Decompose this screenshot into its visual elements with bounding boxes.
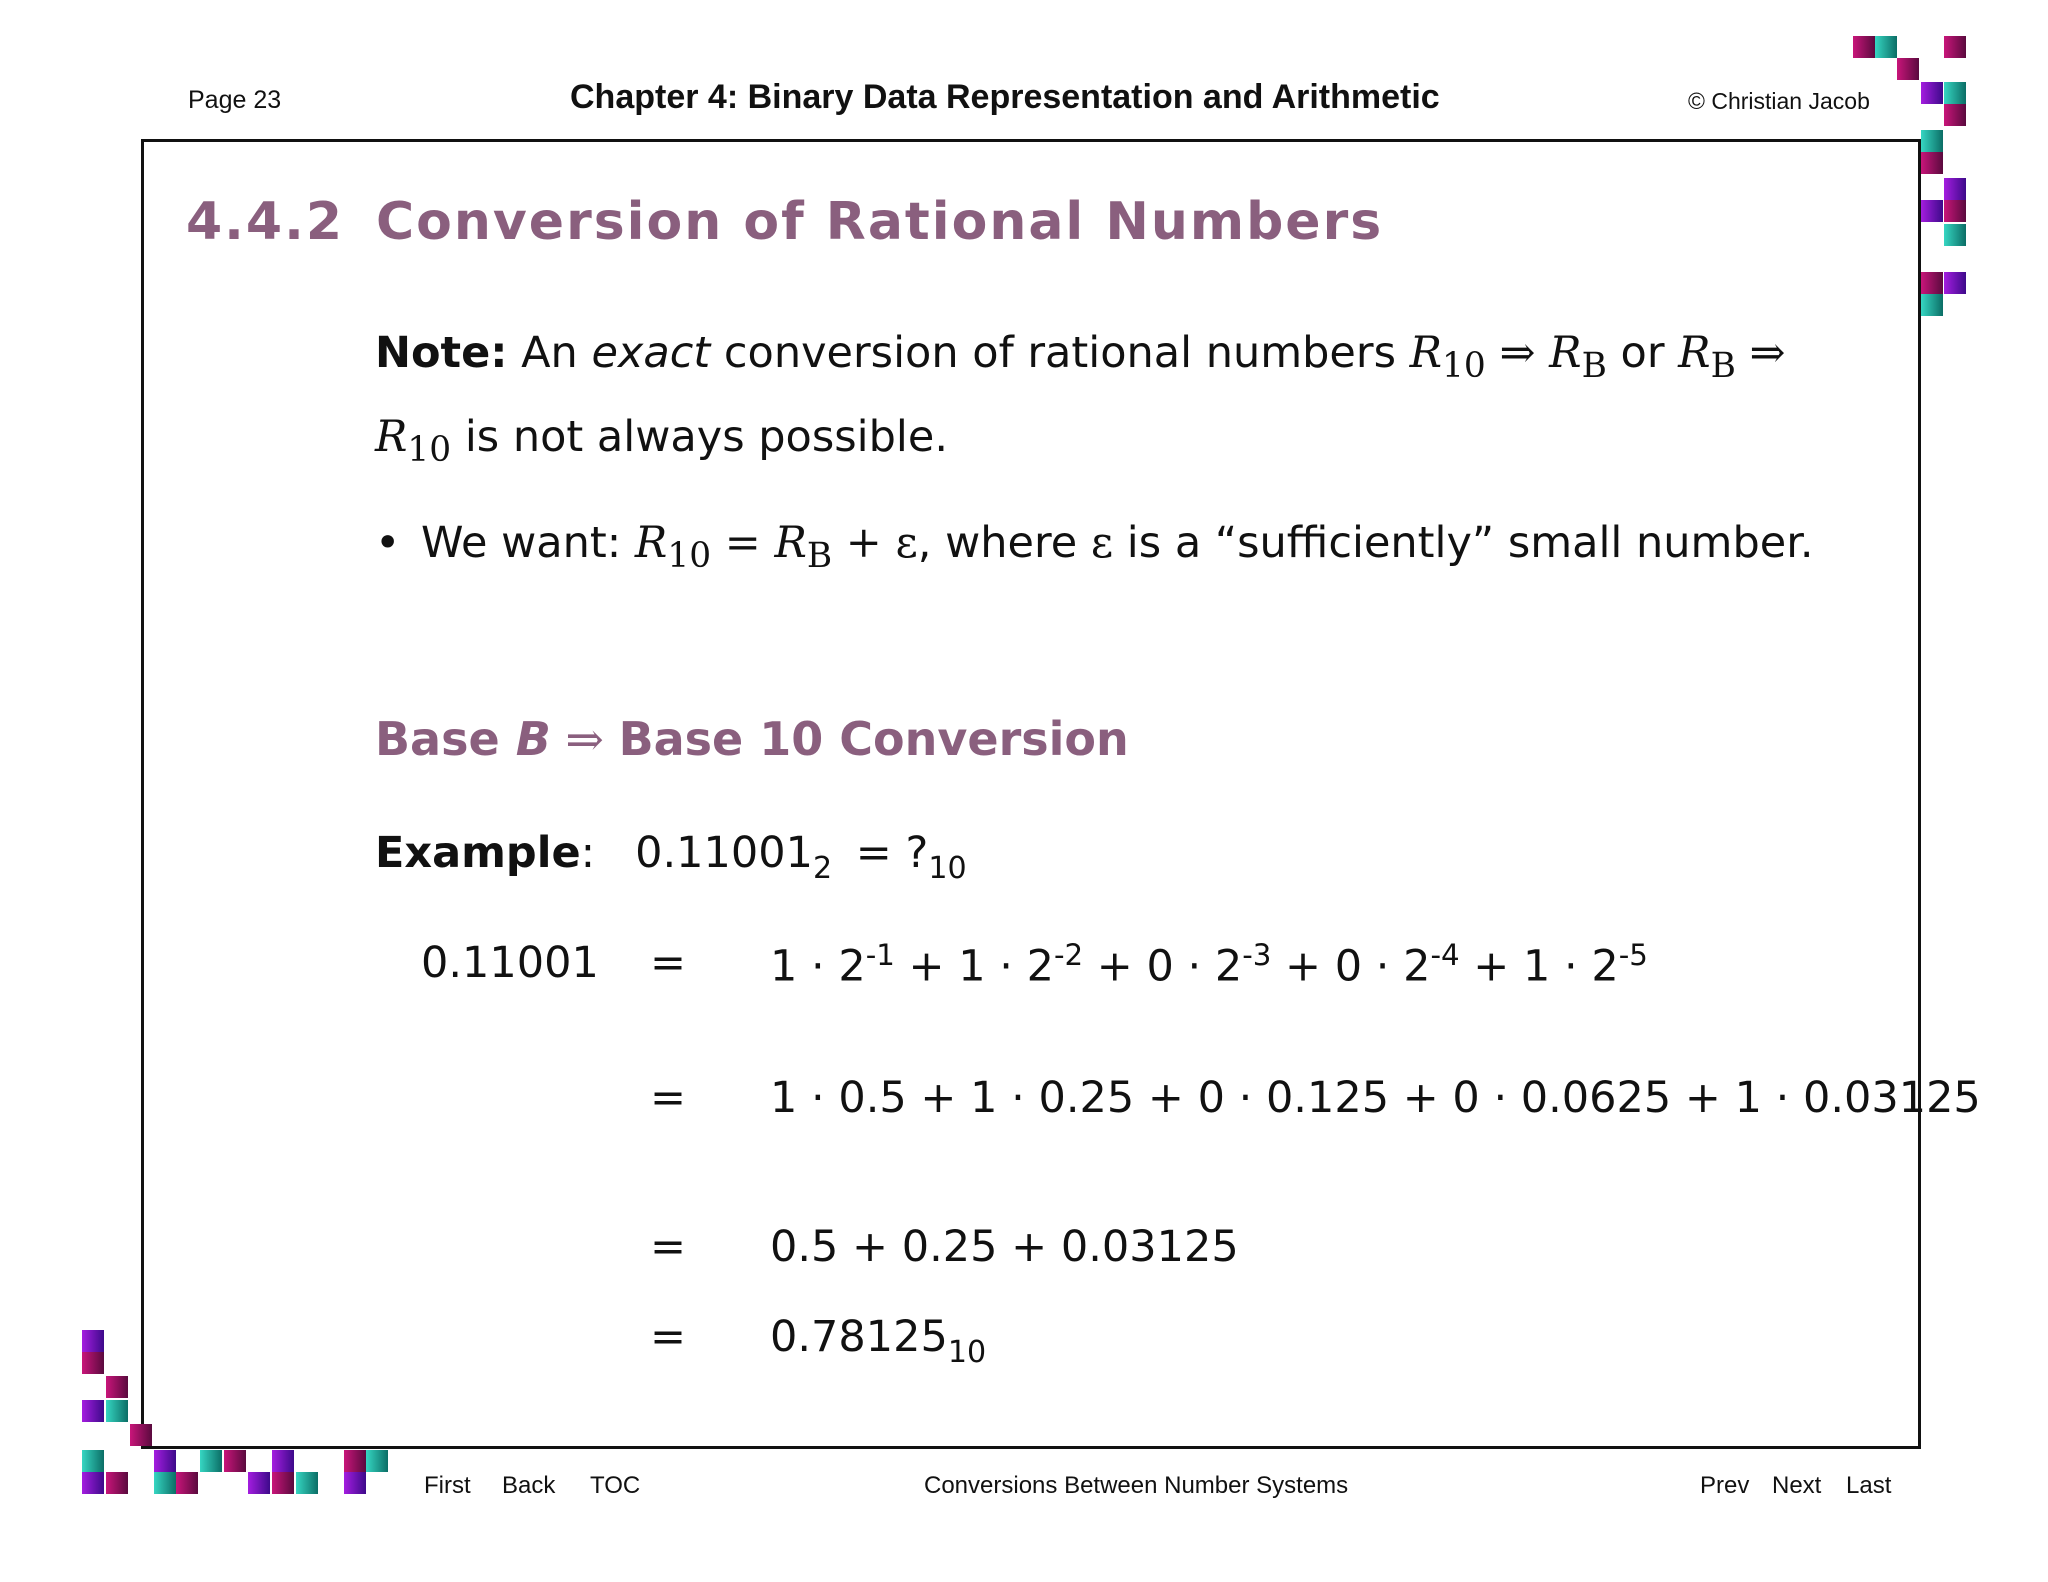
equals-symbol: =: [711, 518, 775, 568]
example-line: [375, 828, 967, 886]
derivation-left-value: 0.11001: [421, 938, 599, 988]
nav-prev-link[interactable]: Prev: [1700, 1472, 1750, 1499]
equals-sign: =: [650, 938, 687, 988]
equals-sign: =: [650, 1073, 687, 1123]
subheading: [375, 712, 1129, 766]
section-title-text: Conversion of Rational Numbers: [376, 192, 1384, 252]
nav-last-link[interactable]: Last: [1846, 1472, 1892, 1499]
bullet-text: is a “sufficiently” small number.: [1113, 518, 1814, 568]
bullet-text: , where: [917, 518, 1091, 568]
bullet-icon: •: [375, 518, 401, 568]
result-value: 0.78125: [770, 1312, 948, 1362]
example-colon: :: [580, 828, 596, 878]
math-symbol: R: [634, 518, 668, 568]
note-text: is not always possible.: [451, 412, 948, 462]
math-subscript: 10: [1442, 345, 1486, 386]
note-label: Note:: [375, 328, 508, 378]
bullet-item: [375, 518, 1814, 576]
example-number: 0.11001: [635, 828, 813, 878]
note-text: An: [507, 328, 592, 378]
subheading-text: Base 10 Conversion: [618, 712, 1129, 766]
epsilon-symbol: ε: [1090, 518, 1114, 568]
term: 1 · 2: [770, 941, 866, 992]
derivation-row-4: [770, 1312, 987, 1370]
footer-section-title: Conversions Between Number Systems: [924, 1472, 1349, 1499]
note-emphasis: exact: [591, 328, 711, 378]
math-subscript: B: [806, 535, 833, 576]
math-symbol: R: [1678, 328, 1711, 378]
derivation-row-3: 0.5 + 0.25 + 0.03125: [770, 1222, 1239, 1272]
math-subscript: 10: [407, 429, 452, 470]
implies-symbol: ⇒: [550, 712, 619, 766]
implies-symbol: ⇒: [1735, 328, 1786, 378]
term: + 1 · 2: [894, 941, 1054, 992]
chapter-title: Chapter 4: Binary Data Representation and Arithmetic: [570, 78, 1440, 116]
bullet-text: We want:: [421, 518, 635, 568]
copyright-notice: © Christian Jacob: [1688, 88, 1870, 114]
page-number: Page 23: [188, 86, 282, 114]
exponent: -5: [1618, 938, 1648, 972]
epsilon-term: + ε: [832, 518, 918, 568]
example-equals-question: = ?: [842, 828, 929, 878]
nav-back-link[interactable]: Back: [502, 1472, 556, 1499]
term: + 0 · 2: [1271, 941, 1431, 992]
result-base: 10: [947, 1334, 987, 1370]
exponent: -3: [1242, 938, 1272, 972]
derivation-row-1: [770, 938, 1648, 991]
term: + 0 · 2: [1083, 941, 1243, 992]
equals-sign: =: [650, 1312, 687, 1362]
example-target-base: 10: [928, 850, 967, 886]
equals-sign: =: [650, 1222, 687, 1272]
nav-toc-link[interactable]: TOC: [590, 1472, 641, 1499]
exponent: -1: [865, 938, 895, 972]
math-subscript: B: [1581, 345, 1607, 386]
example-base: 2: [812, 850, 833, 886]
derivation-row-2: 1 · 0.5 + 1 · 0.25 + 0 · 0.125 + 0 · 0.0625 + 1 · 0.03125: [770, 1073, 1981, 1123]
section-number: 4.4.2: [186, 192, 345, 252]
note-line-2: [375, 412, 948, 470]
section-title: [186, 192, 1383, 252]
exponent: -2: [1053, 938, 1084, 972]
nav-next-link[interactable]: Next: [1772, 1472, 1822, 1499]
math-subscript: B: [1710, 345, 1736, 386]
math-symbol: R: [375, 412, 408, 462]
note-line-1: [375, 328, 1786, 386]
nav-first-link[interactable]: First: [424, 1472, 471, 1499]
exponent: -4: [1430, 938, 1460, 972]
example-label: Example: [375, 828, 581, 878]
math-symbol: R: [1409, 328, 1443, 378]
subheading-base-symbol: B: [515, 712, 551, 766]
note-text: conversion of rational numbers: [710, 328, 1410, 378]
math-symbol: R: [1549, 328, 1582, 378]
term: + 1 · 2: [1459, 941, 1619, 992]
subheading-text: Base: [375, 712, 516, 766]
note-text: or: [1606, 328, 1679, 378]
implies-symbol: ⇒: [1485, 328, 1550, 378]
math-subscript: 10: [667, 535, 712, 576]
math-symbol: R: [774, 518, 807, 568]
